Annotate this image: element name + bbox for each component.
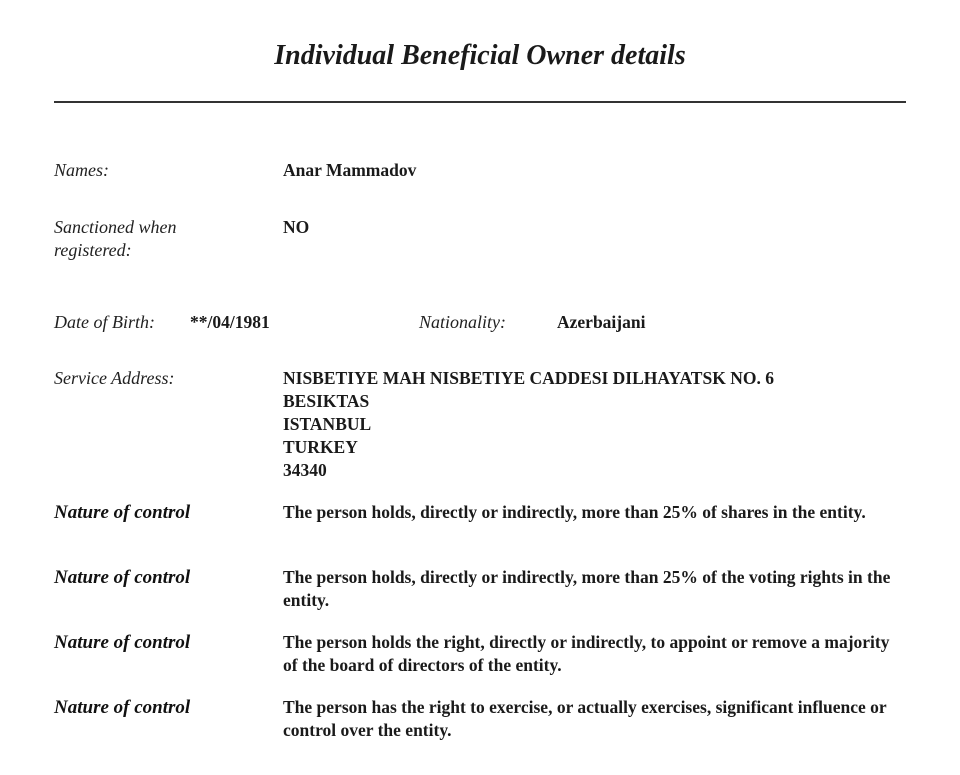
sanctioned-label — [54, 216, 254, 262]
service-address-value — [283, 367, 903, 482]
dob-label: Date of Birth: — [54, 312, 155, 332]
address-line: 34340 — [283, 460, 327, 480]
nature-of-control-label: Nature of control — [54, 502, 191, 523]
address-line: NISBETIYE MAH NISBETIYE CADDESI DILHAYATSK NO. 6 — [283, 368, 774, 388]
nature-of-control-label: Nature of control — [54, 567, 191, 588]
sanctioned-label-line1: Sanctioned when — [54, 217, 177, 237]
nationality-value: Azerbaijani — [557, 312, 646, 332]
sanctioned-value: NO — [283, 217, 310, 237]
sanctioned-label-line2: registered: — [54, 240, 132, 260]
names-label: Names: — [54, 160, 109, 180]
dob-value: **/04/1981 — [190, 312, 270, 332]
address-line: ISTANBUL — [283, 414, 372, 434]
nature-of-control-text: The person holds the right, directly or indirectly, to appoint or remove a majority of the board of directors of the entity. — [283, 632, 890, 675]
nature-of-control-label: Nature of control — [54, 632, 191, 653]
nature-of-control-label: Nature of control — [54, 697, 191, 718]
address-line: BESIKTAS — [283, 391, 370, 411]
service-address-label: Service Address: — [54, 368, 175, 388]
address-line: TURKEY — [283, 437, 358, 457]
nature-of-control-text: The person holds, directly or indirectly, more than 25% of the voting rights in the entity. — [283, 567, 891, 610]
nature-of-control-text: The person holds, directly or indirectly, more than 25% of shares in the entity. — [283, 502, 866, 522]
nationality-label: Nationality: — [419, 312, 506, 332]
nature-of-control-text: The person has the right to exercise, or actually exercises, significant influence or control over the entity. — [283, 697, 887, 740]
page-title: Individual Beneficial Owner details — [274, 40, 686, 71]
names-value: Anar Mammadov — [283, 160, 417, 180]
title-divider — [54, 101, 906, 103]
